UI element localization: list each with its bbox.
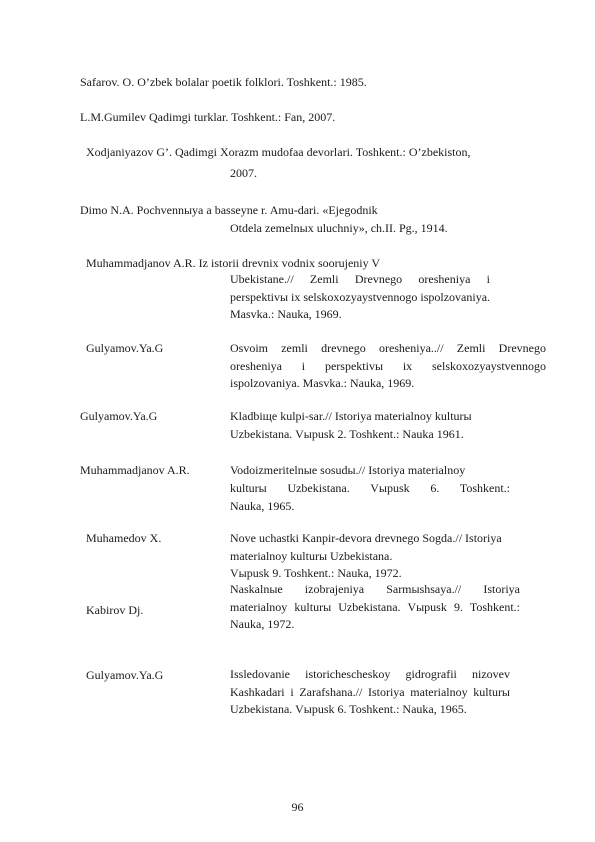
entry-text: Dimo N.A. Pochvennыya a basseyne r. Amu-dari. «Ejegodnik: [80, 203, 378, 217]
entry-author: Gulyamov.Ya.G: [80, 409, 158, 423]
page-number: 96: [291, 800, 304, 814]
entry-gumilev: L.M.Gumilev Qadimgi turklar. Toshkent.: Fan, 2007.: [80, 110, 336, 124]
entry-text: 2007.: [230, 166, 257, 180]
entry-author: Kabirov Dj.: [86, 603, 144, 617]
entry-text: kulturы Uzbekistana. Vыpusk 6. Toshkent.:: [230, 481, 510, 495]
entry-text: Uzbekistana. Vыpusk 2. Toshkent.: Nauka 1961.: [230, 427, 464, 441]
entry-author: Gulyamov.Ya.G: [86, 668, 164, 682]
entry-text: Issledovanie istorichescheskoy gidrografii nizovev Kashkadari i Zarafshana.// Istoriya materialnoy kulturы Uzbekistana. Vыpusk 6. Toshkent.: Nauka, 1965.: [230, 667, 510, 717]
entry-text: materialnoy kulturы Uzbekistana.: [230, 549, 393, 563]
entry-author: Muhamedov X.: [86, 531, 162, 545]
entry-text: Naskalnыe izobrajeniya Sarmыshsaya.// Istoriya materialnoy kulturы Uzbekistana. Vыpusk 9. Toshkent.: Nauka, 1972.: [230, 582, 520, 632]
entry-text: Otdela zemelnыx uluchniy», ch.II. Pg., 1914.: [230, 221, 448, 235]
entry-text: Ubekistane.// Zemli Drevnego oresheniya i perspektivы ix selskoxozyaystvennogo ispolzovaniya. Masvka.: Nauka, 1969.: [230, 272, 491, 322]
entry-text: Kladbiщe kulpi-sar.// Istoriya materialnoy kulturы: [230, 409, 472, 423]
entry-text: Vodoizmeritelnыe sosudы.// Istoriya materialnoy: [230, 463, 466, 477]
entry-author: Muhammadjanov A.R.: [80, 463, 190, 477]
entry-author: Gulyamov.Ya.G: [86, 341, 164, 355]
entry-text: Vыpusk 9. Toshkent.: Nauka, 1972.: [230, 566, 402, 580]
entry-text: Nauka, 1965.: [230, 499, 295, 513]
entry-text: Nove uchastki Kanpir-devora drevnego Sogda.// Istoriya: [230, 531, 502, 545]
entry-text: Muhammadjanov A.R. Iz istorii drevnix vodnix soorujeniy V: [86, 256, 381, 270]
entry-text: Osvoim zemli drevnego oresheniya..// Zemli Drevnego oresheniya i perspektivы ix selskoxozyaystvennogo ispolzovaniya. Masvka.: Nauka, 1969.: [230, 341, 546, 391]
entry-text: Xodjaniyazov G’. Qadimgi Xorazm mudofaa devorlari. Toshkent.: O’zbekiston,: [86, 145, 471, 159]
entry-safarov: Safarov. O. O’zbek bolalar poetik folklori. Toshkent.: 1985.: [80, 75, 367, 89]
